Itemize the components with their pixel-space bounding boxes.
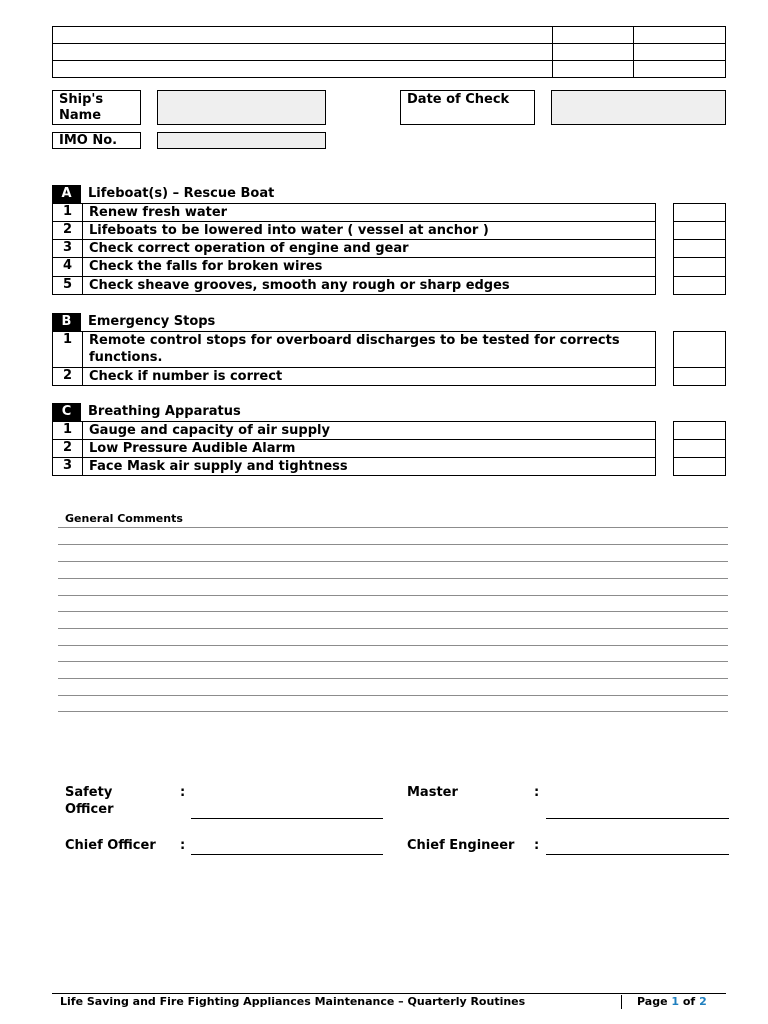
check-box[interactable] bbox=[673, 458, 726, 476]
table-row: 2 Lifeboats to be lowered into water ( vessel at anchor ) bbox=[52, 222, 656, 240]
section-b-letter: B bbox=[52, 313, 81, 331]
table-row: 4 Check the falls for broken wires bbox=[52, 258, 656, 277]
comment-line[interactable] bbox=[58, 678, 728, 679]
table-row: 1 Gauge and capacity of air supply bbox=[52, 421, 656, 440]
page-total: 2 bbox=[699, 995, 707, 1008]
ships-name-field[interactable] bbox=[157, 90, 326, 125]
chief-officer-colon: : bbox=[180, 838, 186, 853]
table-row: 5 Check sheave grooves, smooth any rough or sharp edges bbox=[52, 277, 656, 295]
chief-officer-label: Chief Officer bbox=[65, 838, 156, 853]
comment-line[interactable] bbox=[58, 645, 728, 646]
section-b-title: Emergency Stops bbox=[88, 314, 216, 329]
section-a-title: Lifeboat(s) – Rescue Boat bbox=[88, 186, 275, 201]
check-box[interactable] bbox=[673, 277, 726, 295]
table-row: 3 Face Mask air supply and tightness bbox=[52, 458, 656, 476]
check-box[interactable] bbox=[673, 440, 726, 458]
footer-title: Life Saving and Fire Fighting Appliances Maintenance – Quarterly Routines bbox=[60, 995, 526, 1008]
check-box[interactable] bbox=[673, 222, 726, 240]
page-current: 1 bbox=[671, 995, 680, 1008]
ships-name-label: Ship's Name bbox=[52, 90, 141, 125]
date-of-check-label: Date of Check bbox=[400, 90, 535, 125]
section-c-letter: C bbox=[52, 403, 81, 421]
master-label: Master bbox=[407, 785, 458, 800]
imo-field[interactable] bbox=[157, 132, 326, 149]
table-row: 1 Remote control stops for overboard discharges to be tested for corrects functions. bbox=[52, 331, 656, 368]
page-indicator: Page 1 of 2 bbox=[637, 995, 707, 1008]
check-box[interactable] bbox=[673, 203, 726, 222]
safety-officer-label-1: Safety bbox=[65, 785, 113, 800]
master-signature-line[interactable] bbox=[546, 818, 729, 819]
section-c-title: Breathing Apparatus bbox=[88, 404, 241, 419]
section-a-letter: A bbox=[52, 185, 81, 203]
chief-engineer-label: Chief Engineer bbox=[407, 838, 515, 853]
check-box[interactable] bbox=[673, 240, 726, 258]
comment-line[interactable] bbox=[58, 561, 728, 562]
check-box[interactable] bbox=[673, 258, 726, 277]
safety-officer-signature-line[interactable] bbox=[191, 818, 383, 819]
footer-divider bbox=[621, 995, 622, 1009]
table-row: 1 Renew fresh water bbox=[52, 203, 656, 222]
comment-line[interactable] bbox=[58, 595, 728, 596]
chief-officer-signature-line[interactable] bbox=[191, 854, 383, 855]
comment-line[interactable] bbox=[58, 527, 728, 528]
safety-officer-colon: : bbox=[180, 785, 186, 800]
comment-line[interactable] bbox=[58, 578, 728, 579]
footer-rule bbox=[52, 993, 726, 994]
comment-line[interactable] bbox=[58, 695, 728, 696]
safety-officer-label-2: Officer bbox=[65, 802, 114, 817]
header-table bbox=[52, 26, 726, 78]
check-box[interactable] bbox=[673, 331, 726, 368]
table-row: 2 Check if number is correct bbox=[52, 368, 656, 386]
chief-engineer-colon: : bbox=[534, 838, 540, 853]
check-box[interactable] bbox=[673, 368, 726, 386]
chief-engineer-signature-line[interactable] bbox=[546, 854, 729, 855]
comment-line[interactable] bbox=[58, 611, 728, 612]
imo-label: IMO No. bbox=[52, 132, 141, 149]
table-row: 2 Low Pressure Audible Alarm bbox=[52, 440, 656, 458]
comment-line[interactable] bbox=[58, 711, 728, 712]
table-row: 3 Check correct operation of engine and gear bbox=[52, 240, 656, 258]
comment-line[interactable] bbox=[58, 628, 728, 629]
comment-line[interactable] bbox=[58, 661, 728, 662]
general-comments-label: General Comments bbox=[65, 512, 183, 525]
check-box[interactable] bbox=[673, 421, 726, 440]
master-colon: : bbox=[534, 785, 540, 800]
comment-line[interactable] bbox=[58, 544, 728, 545]
date-of-check-field[interactable] bbox=[551, 90, 726, 125]
